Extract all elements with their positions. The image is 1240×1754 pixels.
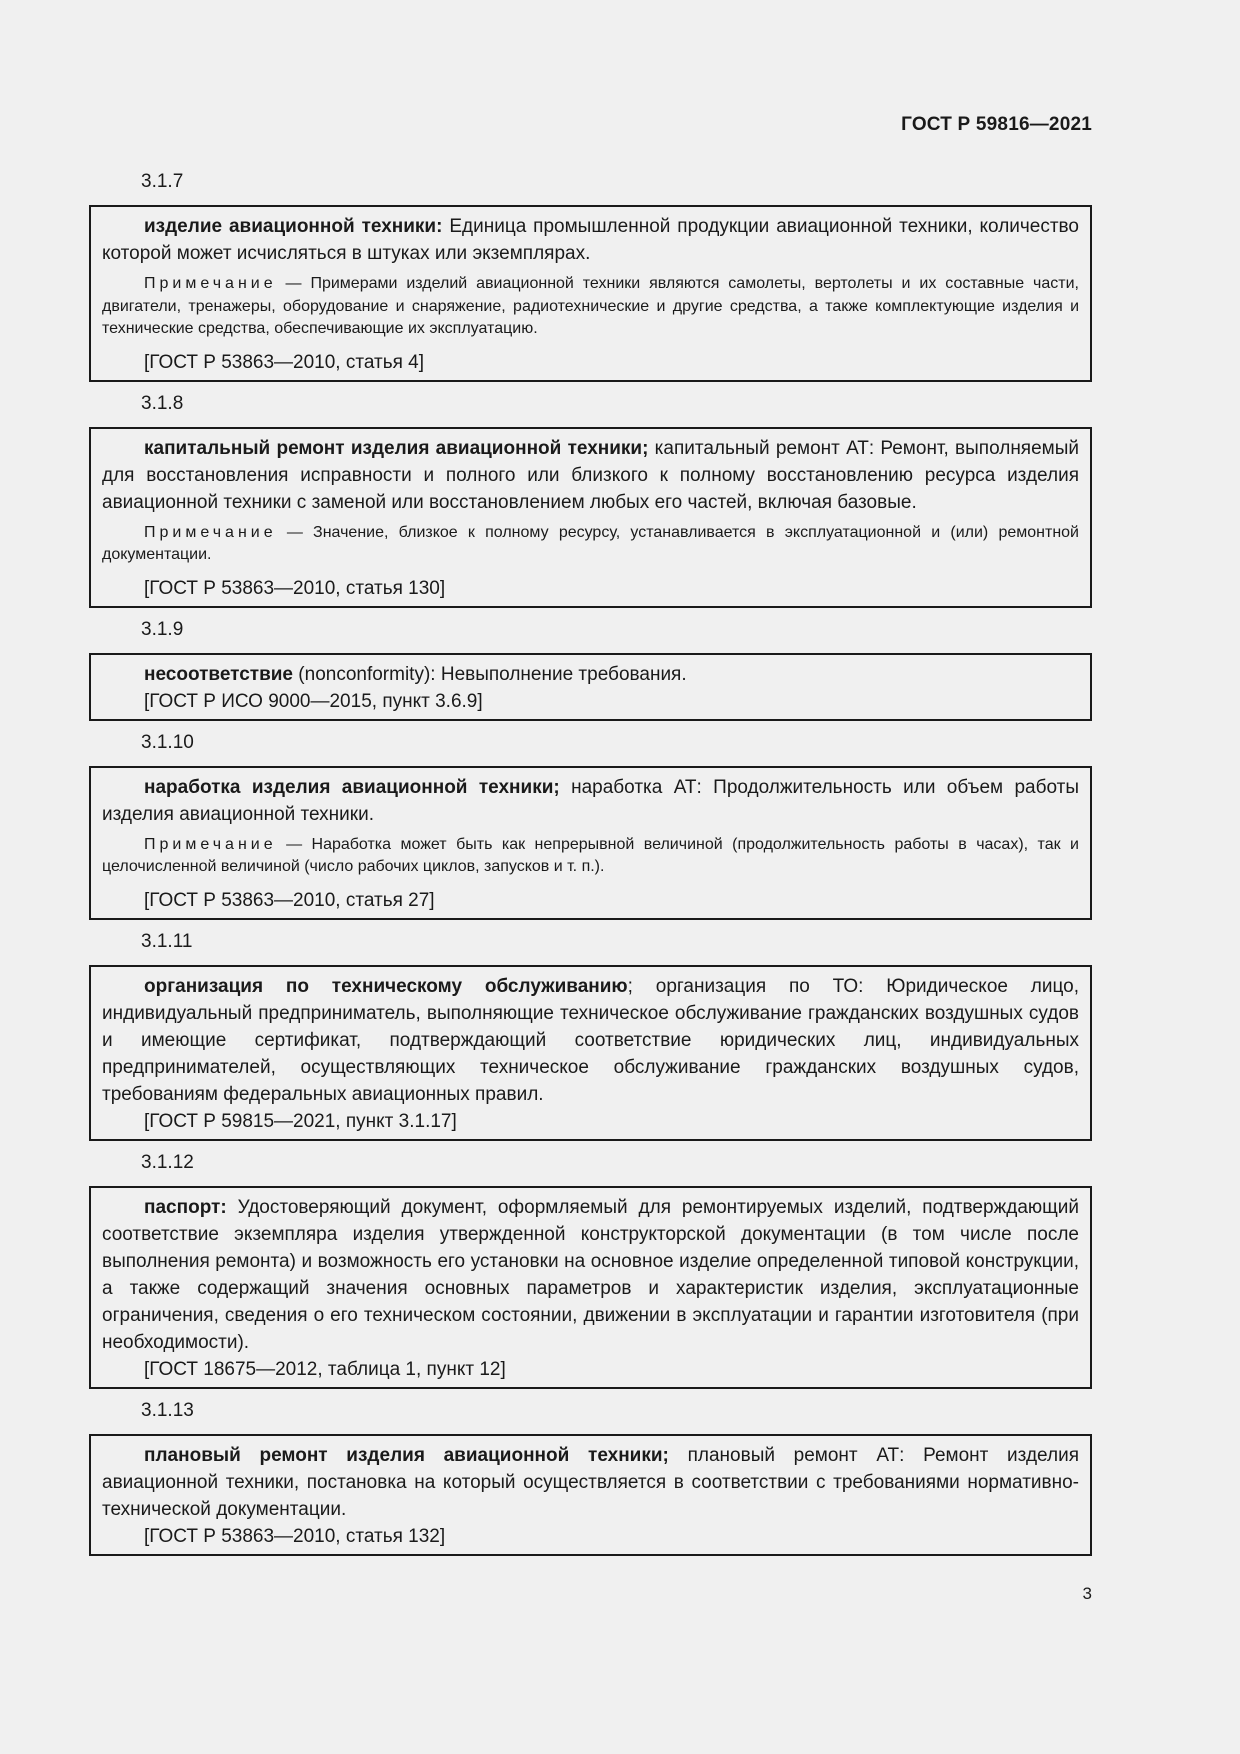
term-source: [ГОСТ Р 53863—2010, статья 132] — [144, 1525, 446, 1547]
term-note — [102, 273, 1079, 341]
term-short-name: ; организация по ТО: — [627, 975, 864, 997]
note-text: — Наработка может быть как непрерывной величиной (продолжительность работы в часах), так и целочисленной величиной (число рабочих циклов, запусков и т. п.). — [102, 835, 1079, 875]
term-source: [ГОСТ Р 53863—2010, статья 27] — [144, 889, 435, 911]
term-short-name: наработка АТ: — [571, 776, 702, 798]
entry-number: 3.1.10 — [141, 731, 194, 753]
term-definition — [102, 973, 1079, 1108]
note-text: — Значение, близкое к полному ресурсу, устанавливается в эксплуатационной и (или) ремонтной документации. — [102, 523, 1079, 563]
entry-number: 3.1.7 — [141, 171, 184, 192]
note-label: Примечание — [144, 835, 277, 853]
term-short-name: плановый ремонт АТ: — [687, 1444, 905, 1466]
term-definition — [102, 774, 1079, 828]
entry-number: 3.1.8 — [141, 392, 184, 414]
term-source: [ГОСТ Р 53863—2010, статья 4] — [144, 351, 425, 373]
term-name: несоответствие — [144, 663, 294, 685]
term-definition — [102, 1442, 1079, 1523]
term-box — [89, 1434, 1092, 1556]
term-box — [89, 653, 1092, 721]
note-label: Примечание — [144, 275, 277, 292]
term-name: изделие авиационной техники: — [144, 216, 443, 237]
entry-number: 3.1.12 — [141, 1151, 194, 1173]
term-box — [89, 205, 1092, 382]
page-number: 3 — [1082, 1584, 1092, 1603]
term-text: Невыполнение требования. — [440, 663, 687, 685]
term-source: [ГОСТ Р ИСО 9000—2015, пункт 3.6.9] — [144, 690, 483, 712]
term-text: Ремонт, выполняемый для восстановления исправности и полного или близкого к полному восстановлению ресурса изделия авиационной техники с заменой или восстановлением любых его частей, включая базовые. — [102, 437, 1079, 513]
term-text: Юридическое лицо, индивидуальный предприниматель, выполняющие техническое обслуживание гражданских воздушных судов и имеющие сертификат, подтверждающий соответствие юридических лиц, индивидуальных предпринимателей, осуществляющих техническое обслуживание гражданских воздушных судов, требованиям федеральных авиационных правил. — [102, 975, 1079, 1105]
entry-number: 3.1.11 — [141, 930, 193, 952]
term-box — [89, 965, 1092, 1141]
term-definition — [102, 435, 1079, 516]
term-definition — [102, 213, 1079, 267]
terms-list — [89, 170, 1092, 1566]
term-box — [89, 766, 1092, 920]
term-short-name: (nonconformity): — [298, 663, 436, 685]
note-label: Примечание — [144, 523, 277, 541]
term-source: [ГОСТ 18675—2012, таблица 1, пункт 12] — [144, 1358, 506, 1380]
note-text: — Примерами изделий авиационной техники являются самолеты, вертолеты и их составные части, двигатели, тренажеры, оборудование и снаряжение, радиотехнические и другие средства, а также комплектующие изделия и технические средства, обеспечивающие их эксплуатацию. — [102, 275, 1080, 337]
term-box — [89, 1186, 1092, 1389]
term-text: Удостоверяющий документ, оформляемый для ремонтируемых изделий, подтверждающий соответствие экземпляра изделия утвержденной конструкторской документации (в том числе после выполнения ремонта) и возможность его установки на основное изделие определенной типовой конструкции, а также содержащий значения основных параметров и характеристик изделия, эксплуатационные ограничения, сведения о его техническом состоянии, движении в эксплуатации и гарантии изготовителя (при необходимости). — [102, 1196, 1079, 1353]
term-box — [89, 427, 1092, 608]
term-note — [102, 834, 1079, 879]
entry-number: 3.1.9 — [141, 618, 184, 640]
term-definition — [102, 1194, 1079, 1356]
term-name: организация по техническому обслуживанию — [144, 975, 628, 997]
term-name: паспорт: — [144, 1196, 227, 1218]
entry-number: 3.1.13 — [141, 1399, 194, 1421]
term-name: капитальный ремонт изделия авиационной техники; — [144, 437, 649, 459]
term-name: плановый ремонт изделия авиационной техники; — [144, 1444, 669, 1466]
term-definition — [102, 661, 1079, 688]
term-text: Единица промышленной продукции авиационной техники, количество которой может исчисляться в штуках или экземплярах. — [102, 216, 1080, 264]
term-source: [ГОСТ Р 53863—2010, статья 130] — [144, 577, 446, 599]
term-source: [ГОСТ Р 59815—2021, пункт 3.1.17] — [144, 1110, 457, 1132]
term-text: Ремонт изделия авиационной техники, постановка на который осуществляется в соответствии с требованиями нормативно-технической документации. — [102, 1444, 1079, 1520]
document-header: ГОСТ Р 59816—2021 — [901, 114, 1092, 135]
term-note — [102, 522, 1079, 567]
term-text: Продолжительность или объем работы изделия авиационной техники. — [102, 776, 1080, 825]
term-short-name: капитальный ремонт АТ: — [654, 437, 875, 459]
term-name: наработка изделия авиационной техники; — [144, 776, 560, 798]
